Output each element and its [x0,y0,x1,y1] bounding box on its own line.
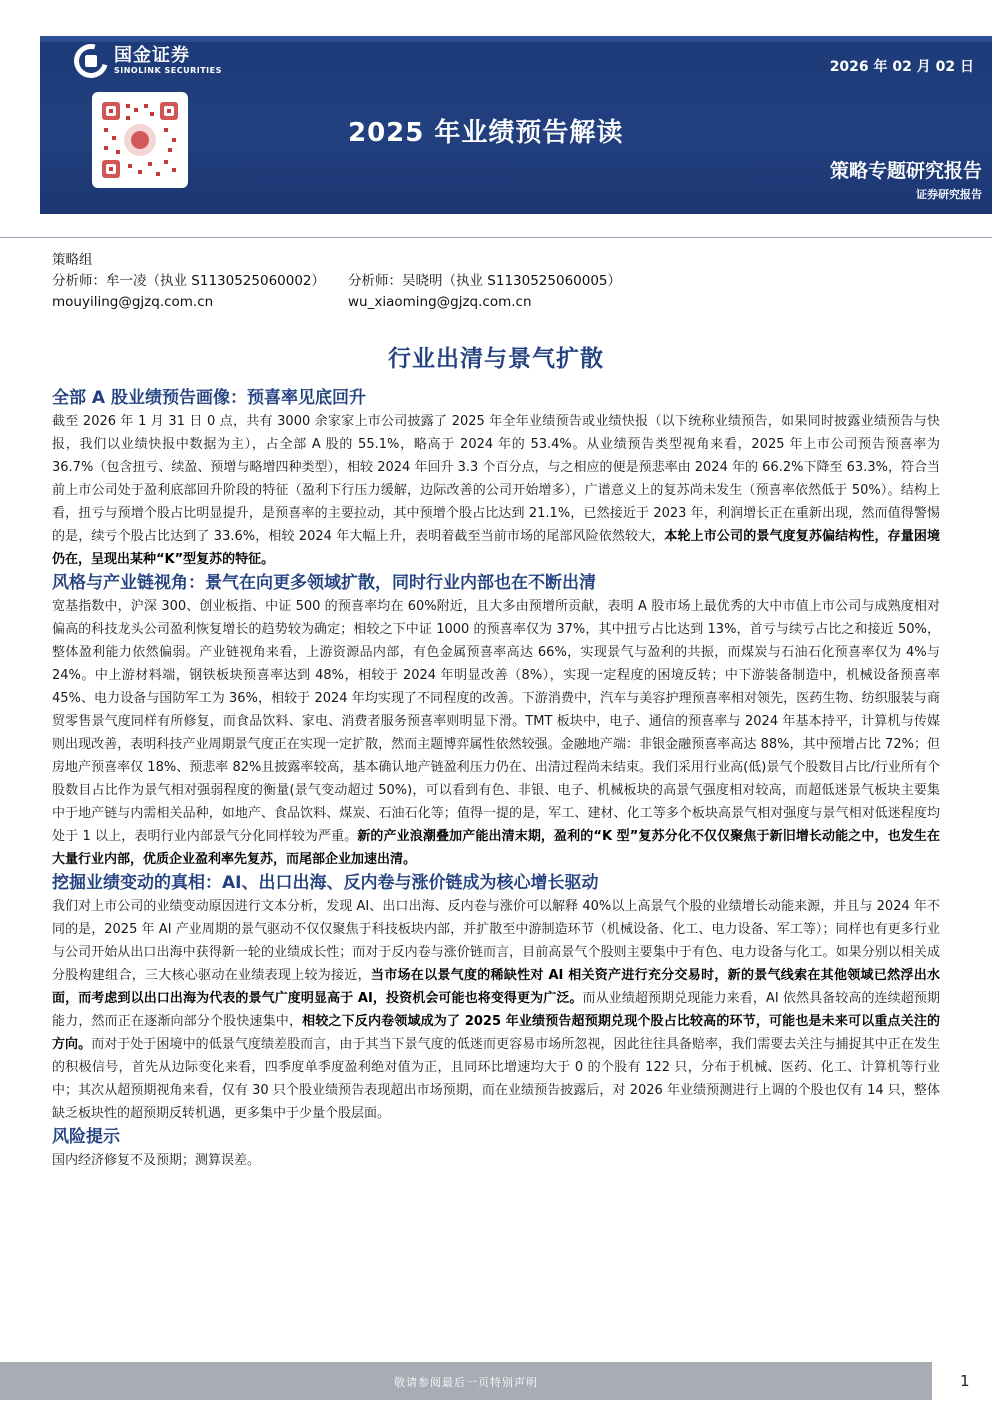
header-divider [0,237,992,238]
analyst-1-email: mouyiling@gjzq.com.cn [52,294,214,310]
section-heading-2: 风格与产业链视角：景气在向更多领域扩散，同时行业内部也在不断出清 [52,573,596,593]
report-title: 2025 年业绩预告解读 [348,118,624,148]
analyst-2-email: wu_xiaoming@gjzq.com.cn [348,294,532,310]
analyst-2: 分析师：吴晓明（执业 S1130525060005） [348,273,622,289]
section-heading-1: 全部 A 股业绩预告画像：预喜率见底回升 [52,388,366,408]
section-3-paragraph: 我们对上市公司的业绩变动原因进行文本分析，发现 AI、出口出海、反内卷与涨价可以解释 40%以上高景气个股的业绩增长动能来源，并且与 2024 年不同的是，2025 年 AI 产业周期的景气驱动不仅仅聚焦于科技板块内部，并扩散至中游制造环节（机械设备、化工、电力设备、军工等）；同样也有更多行业与公司开始从出口出海中获得新一轮的业绩成长性；而对于反内卷与涨价链而言，目前高景气个股则主要集中于有色、电力设备与化工。如果分别以相关成分股构建组合，三大核心驱动在业绩表现上较为接近，当市场在以景气度的稀缺性对 AI 相关资产进行充分交易时，新的景气线索在其他领域已然浮出水面，而考虑到以出口出海为代表的景气广度明显高于 AI，投资机会可能也将变得更为广泛。而从业绩超预期兑现能力来看，AI 依然具备较高的连续超预期能力，然而正在逐渐向部分个股快速集中，相较之下反内卷领域成为了 2025 年业绩预告超预期兑现个股占比较高的环节，可能也是未来可以重点关注的方向。而对于处于困境中的低景气度绩差股而言，由于其当下景气度的低迷而更容易市场所忽视，因此往往具备赔率，我们需要去关注与捕捉其中正在发生的积极信号，首先从边际变化来看，四季度单季度盈利绝对值为正，且同环比增速均大于 0 的个股有 122 只，分布于机械、医药、化工、计算机等行业中；其次从超预期视角来看，仅有 30 只个股业绩预告表现超出市场预期，而在业绩预告披露后，对 2026 年业绩预测进行上调的个股也仅有 14 只，整体缺乏板块性的超预期反转机遇，更多集中于少量个股层面。 [52,899,940,1121]
logo-mark-icon [74,44,108,78]
report-body [52,386,940,1172]
section-heading-risk: 风险提示 [52,1127,120,1147]
analyst-block [52,250,621,313]
qr-code-icon [92,92,188,188]
section-2-paragraph: 宽基指数中，沪深 300、创业板指、中证 500 的预喜率均在 60%附近，且大多由预增所贡献，表明 A 股市场上最优秀的大中市值上市公司与成熟度相对偏高的科技龙头公司盈利恢复增长的趋势较为确定；相较之下中证 1000 的预喜率仅为 37%，其中扭亏占比达到 13%，首亏与续亏占比之和接近 50%，整体盈利能力依然偏弱。产业链视角来看，上游资源品内部，有色金属预喜率高达 66%，实现景气与盈利的共振，而煤炭与石油石化预喜率仅为 4%与 24%。中上游材料端，钢铁板块预喜率达到 48%，相较于 2024 年明显改善（8%），实现一定程度的困境反转；中下游装备制造中，机械设备预喜率 45%、电力设备与国防军工为 36%，相较于 2024 年均实现了不同程度的改善。下游消费中，汽车与美容护理预喜率相对领先，医药生物、纺织服装与商贸零售景气度同样有所修复，而食品饮料、家电、消费者服务预喜率则明显下滑。TMT 板块中，电子、通信的预喜率与 2024 年基本持平，计算机与传媒则出现改善，表明科技产业周期景气度正在实现一定扩散，然而主题博弈属性依然较强。金融地产端：非银金融预喜率高达 88%，其中预增占比 72%；但房地产预喜率仅 18%、预悲率 82%且披露率较高，基本确认地产链盈利压力仍在、出清过程尚未结束。我们采用行业高(低)景气个股数目占比/行业所有个股数目占比作为景气相对强弱程度的衡量(景气变动超过 50%)，可以看到有色、非银、电子、机械板块的高景气强度相对较高，而超低迷景气板块主要集中于地产链与内需相关品种，如地产、食品饮料、煤炭、石油石化等；值得一提的是，军工、建材、化工等多个板块高景气相对强度与景气相对低迷程度均处于 1 以上，表明行业内部景气分化同样较为严重。新的产业浪潮叠加产能出清末期，盈利的“K 型”复苏分化不仅仅聚焦于新旧增长动能之中，也发生在大量行业内部，优质企业盈利率先复苏，而尾部企业加速出清。 [52,599,940,867]
logo-name-cn: 国金证券 [114,45,190,66]
report-type: 策略专题研究报告 [829,160,982,182]
section-1-paragraph: 截至 2026 年 1 月 31 日 0 点，共有 3000 余家家上市公司披露了 2025 年全年业绩预告或业绩快报（以下统称业绩预告，如果同时披露业绩预告与快报，我们以业绩快报中数据为主），占全部 A 股的 55.1%，略高于 2024 年的 53.4%。从业绩预告类型视角来看，2025 年上市公司预告预喜率为 36.7%（包含扭亏、续盈、预增与略增四种类型），相较 2024 年回升 3.3 个百分点，与之相应的便是预悲率由 2024 年的 66.2%下降至 63.3%，符合当前上市公司处于盈利底部回升阶段的特征（盈利下行压力缓解，边际改善的公司开始增多），广谱意义上的复苏尚未发生（预喜率依然低于 50%）。结构上看，扭亏与预增个股占比明显提升，是预喜率的主要拉动，其中预增个股占比达到 21.1%，已然接近于 2023 年，利润增长正在重新出现，然而值得警惕的是，续亏个股占比达到了 33.6%，相较 2024 年大幅上升，表明着截至当前市场的尾部风险依然较大，本轮上市公司的景气度复苏偏结构性，存量困境仍在，呈现出某种“K”型复苏的特征。 [52,414,940,567]
risk-paragraph: 国内经济修复不及预期；测算误差。 [52,1153,261,1168]
section-heading-3: 挖掘业绩变动的真相：AI、出口出海、反内卷与涨价链成为核心增长驱动 [52,873,599,893]
company-logo [74,44,222,78]
team-name: 策略组 [52,252,93,268]
report-date: 2026 年 02 月 02 日 [829,59,974,75]
section-title: 行业出清与景气扩散 [388,346,604,372]
footer-disclaimer: 敬请参阅最后一页特别声明 [394,1376,538,1389]
report-subtype: 证券研究报告 [916,188,982,201]
page-number: 1 [960,1372,970,1390]
analyst-1: 分析师：牟一凌（执业 S1130525060002） [52,273,326,289]
logo-name-en: SINOLINK SECURITIES [114,66,222,75]
report-header [0,0,992,238]
